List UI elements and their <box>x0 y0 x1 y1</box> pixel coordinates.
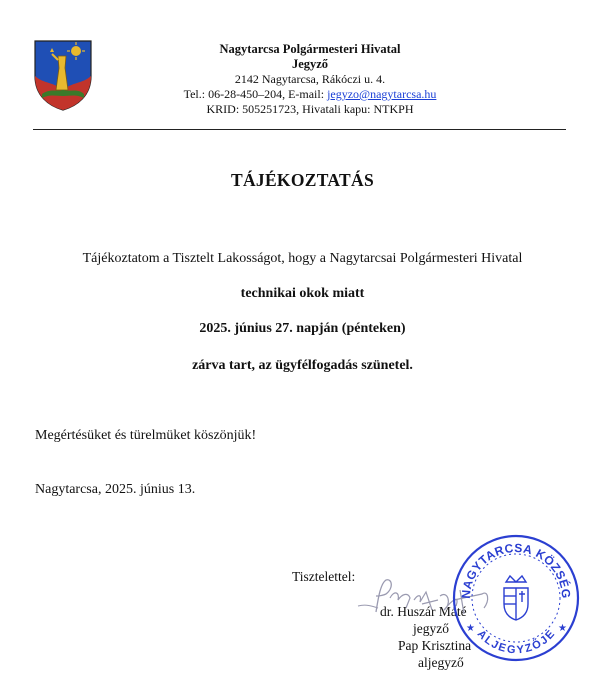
signer-2-name: Pap Krisztina <box>398 638 472 653</box>
office-name: Nagytarcsa Polgármesteri Hivatal <box>219 42 401 56</box>
notice-line-3: 2025. június 27. napján (pénteken) <box>199 321 406 336</box>
office-contact <box>160 87 460 102</box>
thanks-line: Megértésüket és türelmüket köszönjük! <box>35 428 257 443</box>
email-link[interactable]: jegyzo@nagytarcsa.hu <box>327 87 437 101</box>
office-role: Jegyző <box>291 57 329 71</box>
office-address: 2142 Nagytarcsa, Rákóczi u. 4. <box>234 72 386 86</box>
coat-of-arms-icon <box>32 38 94 112</box>
header-divider <box>33 129 566 130</box>
signer-2-title: aljegyző <box>418 655 464 670</box>
letterhead <box>160 42 460 117</box>
office-krid: KRID: 505251723, Hivatali kapu: NTKPH <box>206 102 414 116</box>
notice-line-2: technikai okok miatt <box>240 286 365 301</box>
signer-1-title: jegyző <box>413 621 449 636</box>
notice-line-4: zárva tart, az ügyfélfogadás szünetel. <box>192 358 413 373</box>
document-title: TÁJÉKOZTATÁS <box>231 170 374 190</box>
official-stamp-icon <box>450 532 582 664</box>
signer-1-name: dr. Huszár Máté <box>380 604 467 619</box>
notice-line-1: Tájékoztatom a Tisztelt Lakosságot, hogy a Nagytarcsai Polgármesteri Hivatal <box>82 251 523 266</box>
greeting: Tisztelettel: <box>292 569 356 584</box>
svg-text:★: ★ <box>558 623 567 634</box>
contact-phone: Tel.: 06-28-450–204, E-mail: <box>183 87 328 101</box>
stamp-text-top: NAGYTARCSA KÖZSÉG <box>458 540 574 600</box>
place-date: Nagytarcsa, 2025. június 13. <box>35 482 196 497</box>
stamp-text-bottom: ALJEGYZŐJE <box>474 628 558 657</box>
svg-text:★: ★ <box>466 623 475 634</box>
